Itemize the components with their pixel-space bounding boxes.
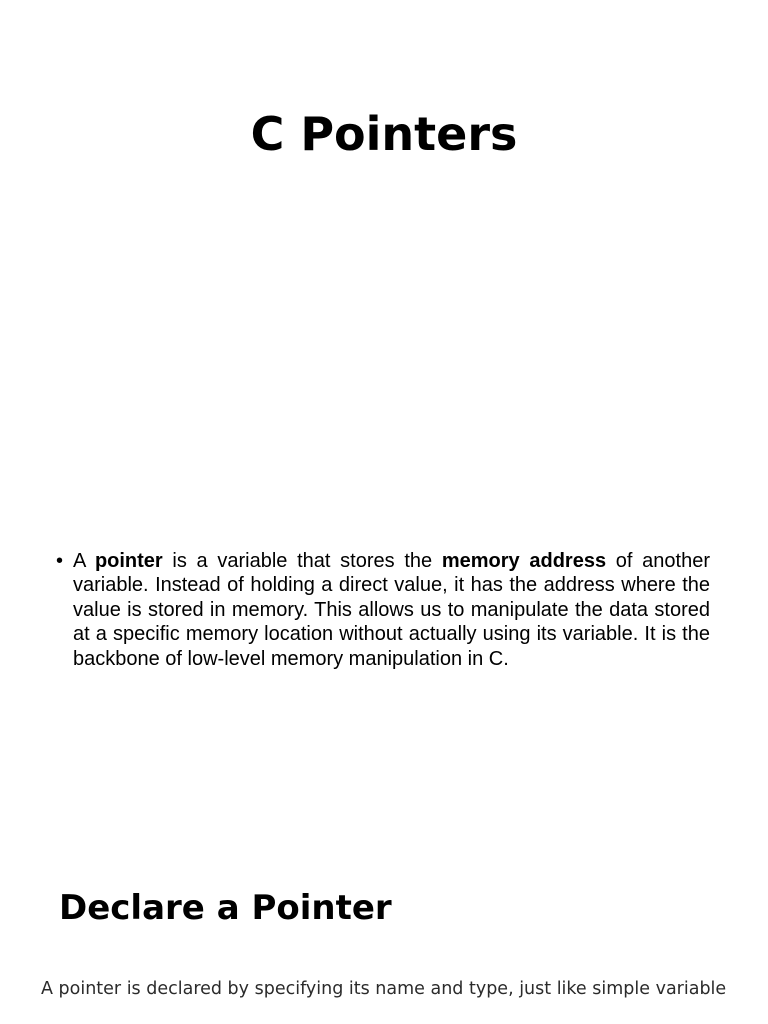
page-title: C Pointers — [250, 107, 518, 161]
bullet-bold-memory-address: memory address — [441, 550, 607, 572]
bullet-text-part-2: is a variable that stores the — [162, 550, 442, 572]
section-body-text: A pointer is declared by specifying its name and type, just like simple variable — [41, 979, 727, 999]
bullet-text-part-1: A — [73, 550, 95, 572]
bullet-marker: • — [56, 550, 64, 572]
section-heading: Declare a Pointer — [59, 888, 392, 928]
bullet-text-part-3: of another variable. Instead of holding a direct value, it has the address where the value is stored in memory. This allows us to manipulate the data stored at a specific memory location without actually using its variable. It is the backbone of low-level memory manipulation in C. — [73, 550, 711, 670]
pointer-definition-text — [73, 549, 710, 671]
pointer-definition-bullet — [56, 549, 710, 671]
bullet-bold-pointer: pointer — [94, 550, 163, 572]
